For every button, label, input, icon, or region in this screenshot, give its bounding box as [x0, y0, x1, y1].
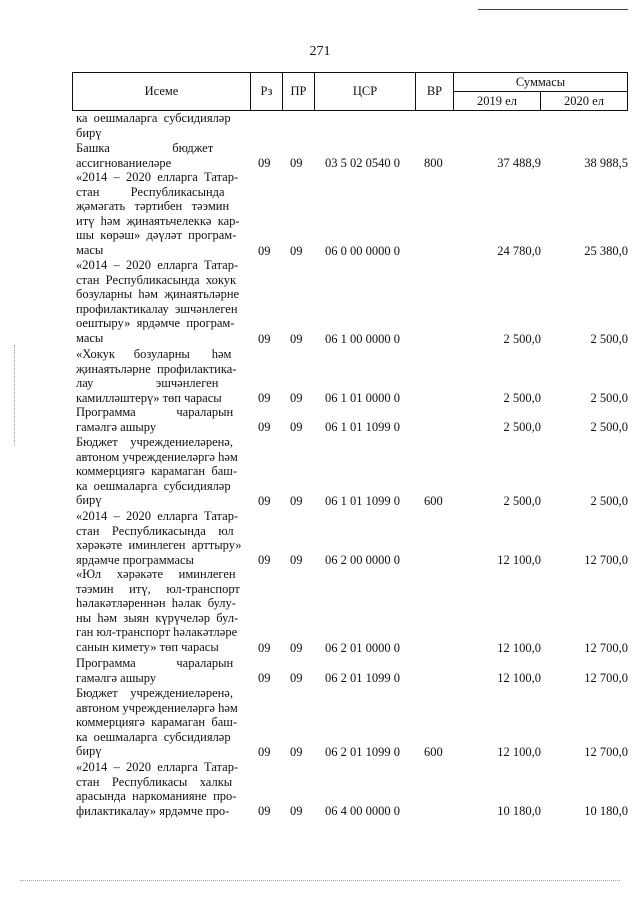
- row-2020: 12 700,0: [584, 641, 628, 655]
- row-rz: 09: [258, 332, 271, 346]
- row-2019: 24 780,0: [497, 244, 541, 258]
- row-name: «Юл хәрәкәте иминлеген тәэмин итү, юл-транспорт һәлакәтләреннән һәлак булу- ны һәм зыян күрүчеләр бул- ган юл-транспорт һәлакәтләре санын кимету» төп чарасы: [76, 567, 240, 654]
- row-name: Программа чараларын гамәлгә ашыру: [76, 405, 234, 434]
- row-2020: 12 700,0: [584, 553, 628, 567]
- row-name: «2014 – 2020 елларга Татар- стан Республикасында хокук бозуларны һәм җинаятьләрне профилактикалау эшчәнлеген оештыру» ярдәмче програм- масы: [76, 258, 240, 345]
- row-2020: 2 500,0: [590, 332, 628, 346]
- row-vr: 800: [424, 156, 443, 170]
- row-pr: 09: [290, 332, 303, 346]
- row-2019: 37 488,9: [497, 156, 541, 170]
- scan-artifact-left: [14, 345, 15, 445]
- row-csr: 06 4 00 0000 0: [325, 804, 400, 818]
- row-vr: 600: [424, 745, 443, 759]
- row-name: Бюджет учреждениеләренә, автоном учреждениеләргә һәм коммерциягә карамаган баш- ка оешмаларга субсидияләр бирү: [76, 686, 238, 759]
- row-pr: 09: [290, 745, 303, 759]
- row-2019: 12 100,0: [497, 671, 541, 685]
- scan-artifact-bottom: [20, 880, 620, 881]
- row-rz: 09: [258, 671, 271, 685]
- row-2019: 10 180,0: [497, 804, 541, 818]
- header-2019: 2019 ел: [477, 93, 517, 108]
- header-csr: ЦСР: [352, 84, 378, 98]
- row-csr: 03 5 02 0540 0: [325, 156, 400, 170]
- row-pr: 09: [290, 804, 303, 818]
- row-2019: 2 500,0: [503, 391, 541, 405]
- row-rz: 09: [258, 391, 271, 405]
- header-vr: ВР: [426, 84, 443, 98]
- row-rz: 09: [258, 244, 271, 258]
- row-2020: 2 500,0: [590, 420, 628, 434]
- row-pr: 09: [290, 391, 303, 405]
- row-name: «2014 – 2020 елларга Татар- стан Республикасы халкы арасында наркоманияне про- филактикалау» ярдәмче про-: [76, 760, 239, 818]
- row-name: «2014 – 2020 елларга Татар- стан Республикасында юл хәрәкәте иминлеген арттыру» ярдәмче программасы: [76, 509, 242, 567]
- row-csr: 06 1 01 1099 0: [325, 494, 400, 508]
- page-number: 271: [309, 44, 331, 59]
- row-name: Программа чараларын гамәлгә ашыру: [76, 656, 234, 685]
- row-csr: 06 1 00 0000 0: [325, 332, 400, 346]
- row-rz: 09: [258, 641, 271, 655]
- row-2020: 2 500,0: [590, 494, 628, 508]
- row-pr: 09: [290, 156, 303, 170]
- row-name: Бюджет учреждениеләренә, автоном учреждениеләргә һәм коммерциягә карамаган баш- ка оешмаларга субсидияләр бирү: [76, 435, 238, 508]
- row-2020: 25 380,0: [584, 244, 628, 258]
- row-2019: 2 500,0: [503, 494, 541, 508]
- row-csr: 06 2 01 0000 0: [325, 641, 400, 655]
- row-2020: 2 500,0: [590, 391, 628, 405]
- table-header: [72, 72, 628, 111]
- header-2020: 2020 ел: [564, 93, 604, 108]
- row-csr: 06 1 01 1099 0: [325, 420, 400, 434]
- row-2020: 38 988,5: [584, 156, 628, 170]
- header-sums: Суммасы: [515, 74, 566, 89]
- row-vr: 600: [424, 494, 443, 508]
- row-2019: 12 100,0: [497, 745, 541, 759]
- row-pr: 09: [290, 553, 303, 567]
- row-2019: 12 100,0: [497, 553, 541, 567]
- row-2019: 12 100,0: [497, 641, 541, 655]
- row-pr: 09: [290, 494, 303, 508]
- row-name: ка оешмаларга субсидияләр бирү: [76, 111, 231, 140]
- row-rz: 09: [258, 745, 271, 759]
- row-pr: 09: [290, 244, 303, 258]
- row-2020: 12 700,0: [584, 671, 628, 685]
- row-csr: 06 2 01 1099 0: [325, 671, 400, 685]
- row-name: «Хокук бозуларны һәм җинаятьләрне профилактика- лау эшчәнлеген камилләштерү» төп чарасы: [76, 347, 237, 405]
- row-rz: 09: [258, 553, 271, 567]
- row-pr: 09: [290, 671, 303, 685]
- row-pr: 09: [290, 420, 303, 434]
- row-rz: 09: [258, 156, 271, 170]
- row-2019: 2 500,0: [503, 332, 541, 346]
- row-rz: 09: [258, 494, 271, 508]
- row-2020: 12 700,0: [584, 745, 628, 759]
- row-name: «2014 – 2020 елларга Татар- стан Республикасында җәмәгать тәртибен тәэмин итү һәм җинаятьчелеккә кар- шы көрәш» дәүләт програм- масы: [76, 170, 240, 257]
- row-2020: 10 180,0: [584, 804, 628, 818]
- row-csr: 06 2 01 1099 0: [325, 745, 400, 759]
- header-name: Исеме: [144, 84, 179, 98]
- row-2019: 2 500,0: [503, 420, 541, 434]
- header-rz: Рз: [260, 84, 273, 98]
- row-csr: 06 0 00 0000 0: [325, 244, 400, 258]
- row-rz: 09: [258, 804, 271, 818]
- row-csr: 06 1 01 0000 0: [325, 391, 400, 405]
- row-rz: 09: [258, 420, 271, 434]
- row-csr: 06 2 00 0000 0: [325, 553, 400, 567]
- row-name: Башка бюджет ассигнованиеләре: [76, 141, 214, 170]
- header-pr: ПР: [290, 84, 307, 98]
- row-pr: 09: [290, 641, 303, 655]
- top-rule: [478, 9, 628, 10]
